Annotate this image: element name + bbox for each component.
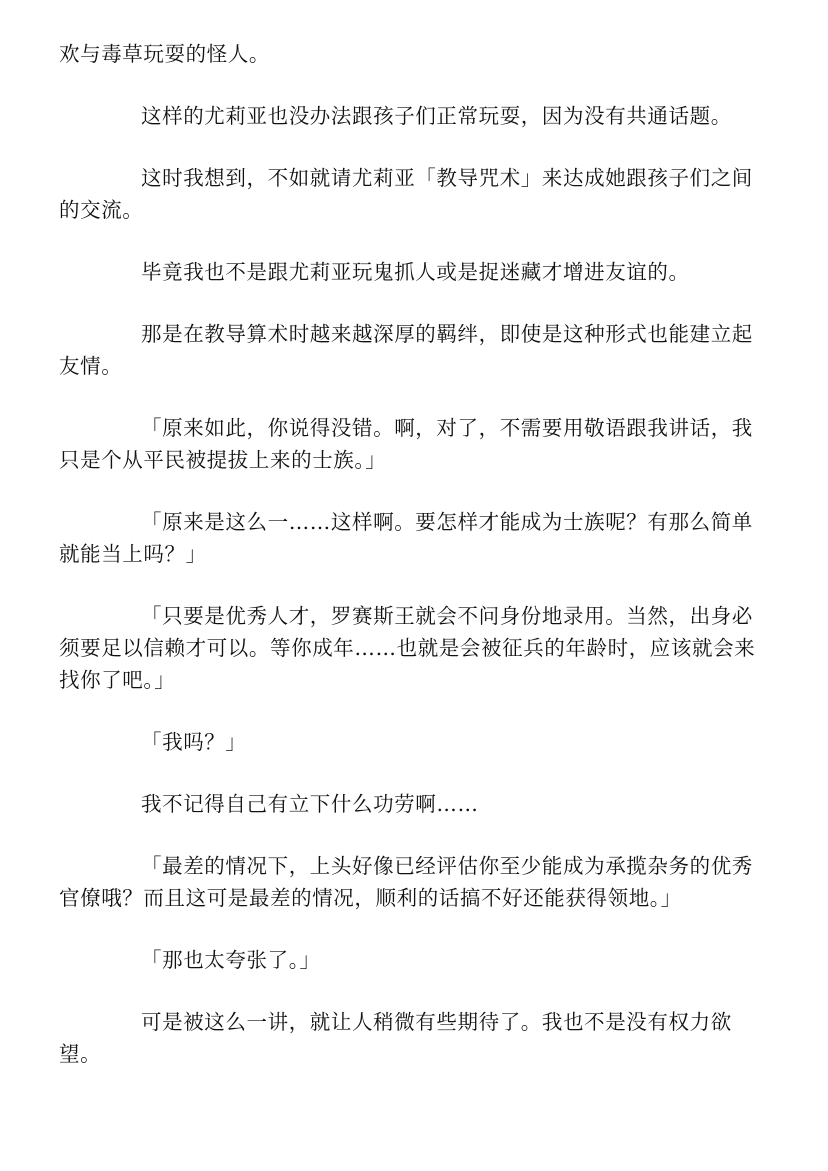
paragraph: 这时我想到，不如就请尤莉亚「教导咒术」来达成她跟孩子们之间的交流。 xyxy=(59,166,753,222)
paragraph: 这样的尤莉亚也没办法跟孩子们正常玩耍，因为没有共通话题。 xyxy=(141,104,732,128)
paragraph: 毕竟我也不是跟尤莉亚玩鬼抓人或是捉迷藏才增进友谊的。 xyxy=(141,260,690,284)
paragraph: 我不记得自己有立下什么功劳啊…… xyxy=(141,792,479,816)
paragraph: 那是在教导算术时越来越深厚的羁绊，即使是这种形式也能建立起友情。 xyxy=(59,322,753,378)
dialogue-paragraph: 「那也太夸张了。」 xyxy=(141,948,321,972)
dialogue-paragraph: 「我吗？」 xyxy=(141,730,247,754)
paragraph: 可是被这么一讲，就让人稍微有些期待了。我也不是没有权力欲望。 xyxy=(59,1010,732,1066)
dialogue-paragraph: 「原来如此，你说得没错。啊，对了，不需要用敬语跟我讲话，我只是个从平民被提拔上来的士族。」 xyxy=(59,416,753,472)
dialogue-paragraph: 「最差的情况下，上头好像已经评估你至少能成为承揽杂务的优秀官僚哦？而且这可是最差的情况，顺利的话搞不好还能获得领地。」 xyxy=(59,854,753,910)
dialogue-paragraph: 「只要是优秀人才，罗赛斯王就会不问身份地录用。当然，出身必须要足以信赖才可以。等你成年……也就是会被征兵的年龄时，应该就会来找你了吧。」 xyxy=(59,604,756,692)
paragraph-continuation: 欢与毒草玩耍的怪人。 xyxy=(59,42,270,66)
dialogue-paragraph: 「原来是这么一……这样啊。要怎样才能成为士族呢？有那么简单就能当上吗？」 xyxy=(59,510,753,566)
